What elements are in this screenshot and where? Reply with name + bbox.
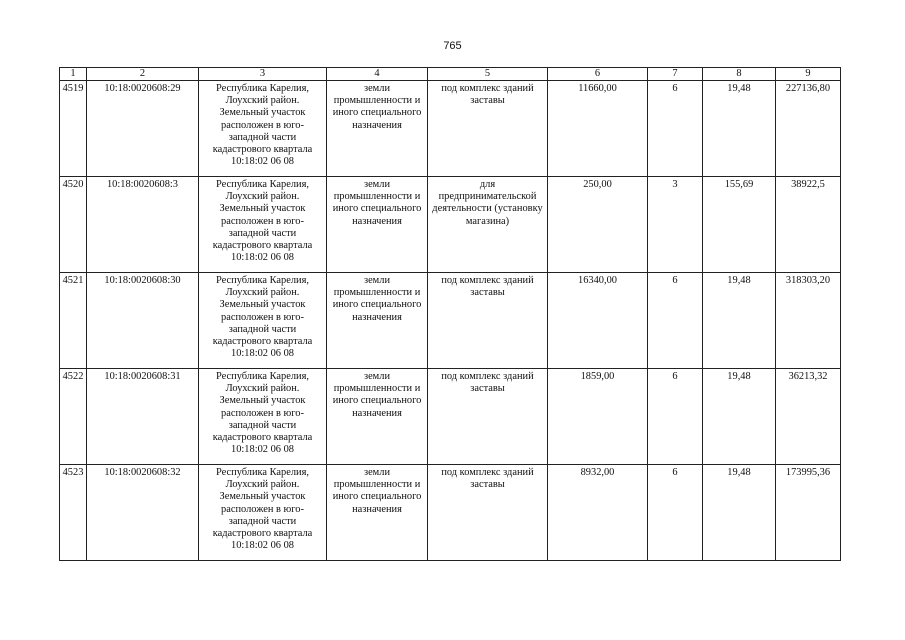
cadastral-value-cell: 227136,80 — [776, 81, 841, 177]
cadastral-value-cell: 318303,20 — [776, 273, 841, 369]
column-header-1: 1 — [60, 68, 87, 81]
column-header-8: 8 — [703, 68, 776, 81]
area-cell: 250,00 — [548, 177, 648, 273]
cadastral-number-cell: 10:18:0020608:32 — [87, 465, 199, 561]
area-cell: 8932,00 — [548, 465, 648, 561]
area-cell: 11660,00 — [548, 81, 648, 177]
cadastral-value-cell: 173995,36 — [776, 465, 841, 561]
group-cell: 3 — [648, 177, 703, 273]
location-cell: Республика Карелия, Лоухский район. Земельный участок расположен в юго-западной части кадастрового квартала 10:18:02 06 08 — [199, 369, 327, 465]
rate-cell: 19,48 — [703, 273, 776, 369]
table-row — [60, 273, 841, 369]
land-category-cell: земли промышленности и иного специального назначения — [327, 369, 428, 465]
row-number-cell: 4522 — [60, 369, 87, 465]
row-number-cell: 4520 — [60, 177, 87, 273]
land-category-cell: земли промышленности и иного специального назначения — [327, 177, 428, 273]
cadastral-number-cell: 10:18:0020608:31 — [87, 369, 199, 465]
column-header-5: 5 — [428, 68, 548, 81]
rate-cell: 19,48 — [703, 465, 776, 561]
row-number-cell: 4521 — [60, 273, 87, 369]
column-header-9: 9 — [776, 68, 841, 81]
table-row — [60, 465, 841, 561]
cadastral-value-cell: 36213,32 — [776, 369, 841, 465]
land-category-cell: земли промышленности и иного специального назначения — [327, 81, 428, 177]
table-row — [60, 369, 841, 465]
rate-cell: 19,48 — [703, 369, 776, 465]
group-cell: 6 — [648, 465, 703, 561]
location-cell: Республика Карелия, Лоухский район. Земельный участок расположен в юго-западной части кадастрового квартала 10:18:02 06 08 — [199, 177, 327, 273]
cadastral-value-cell: 38922,5 — [776, 177, 841, 273]
cadastral-number-cell: 10:18:0020608:30 — [87, 273, 199, 369]
location-cell: Республика Карелия, Лоухский район. Земельный участок расположен в юго-западной части кадастрового квартала 10:18:02 06 08 — [199, 81, 327, 177]
rate-cell: 155,69 — [703, 177, 776, 273]
column-header-2: 2 — [87, 68, 199, 81]
table-row — [60, 81, 841, 177]
permitted-use-cell: для предпринимательской деятельности (установку магазина) — [428, 177, 548, 273]
cadastral-number-cell: 10:18:0020608:29 — [87, 81, 199, 177]
column-header-4: 4 — [327, 68, 428, 81]
column-header-6: 6 — [548, 68, 648, 81]
column-header-3: 3 — [199, 68, 327, 81]
table-row — [60, 177, 841, 273]
area-cell: 1859,00 — [548, 369, 648, 465]
permitted-use-cell: под комплекс зданий заставы — [428, 81, 548, 177]
permitted-use-cell: под комплекс зданий заставы — [428, 465, 548, 561]
location-cell: Республика Карелия, Лоухский район. Земельный участок расположен в юго-западной части кадастрового квартала 10:18:02 06 08 — [199, 465, 327, 561]
group-cell: 6 — [648, 273, 703, 369]
location-cell: Республика Карелия, Лоухский район. Земельный участок расположен в юго-западной части кадастрового квартала 10:18:02 06 08 — [199, 273, 327, 369]
row-number-cell: 4523 — [60, 465, 87, 561]
page-number: 765 — [443, 40, 462, 52]
column-header-7: 7 — [648, 68, 703, 81]
area-cell: 16340,00 — [548, 273, 648, 369]
land-category-cell: земли промышленности и иного специального назначения — [327, 273, 428, 369]
row-number-cell: 4519 — [60, 81, 87, 177]
group-cell: 6 — [648, 369, 703, 465]
group-cell: 6 — [648, 81, 703, 177]
rate-cell: 19,48 — [703, 81, 776, 177]
permitted-use-cell: под комплекс зданий заставы — [428, 369, 548, 465]
cadastral-number-cell: 10:18:0020608:3 — [87, 177, 199, 273]
land-registry-table — [59, 67, 841, 561]
header-row — [60, 68, 841, 81]
land-category-cell: земли промышленности и иного специального назначения — [327, 465, 428, 561]
permitted-use-cell: под комплекс зданий заставы — [428, 273, 548, 369]
